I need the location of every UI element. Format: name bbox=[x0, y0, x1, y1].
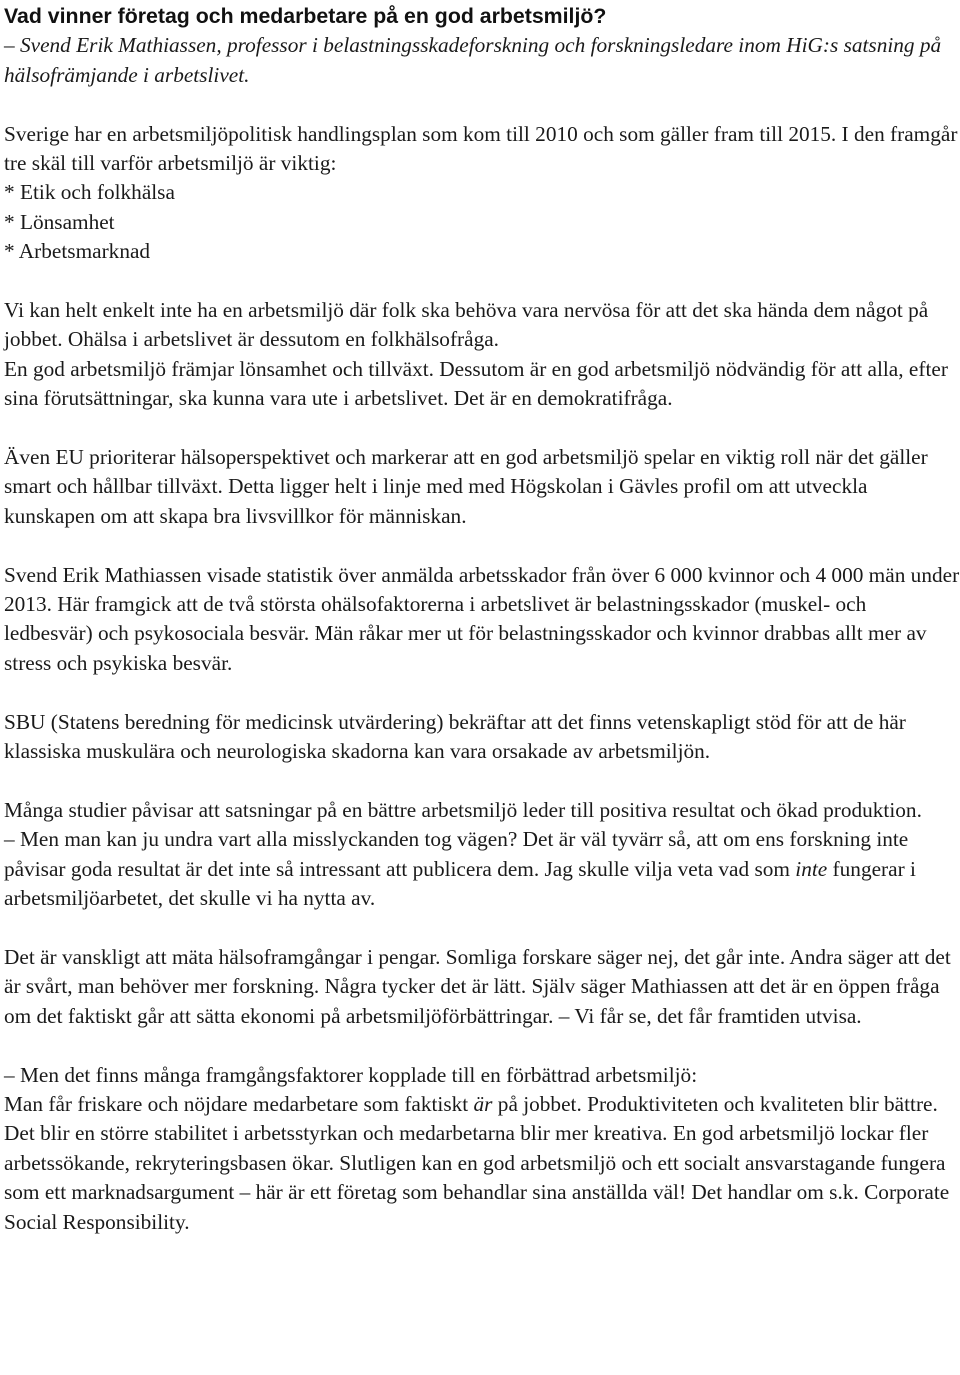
document-page bbox=[4, 2, 960, 1237]
paragraph-failures bbox=[4, 825, 960, 913]
paragraph-statistics: Svend Erik Mathiassen visade statistik över anmälda arbetsskador från över 6 000 kvinnor och 4 000 män under 2013. Här framgick att de två största ohälsofaktorerna i arbetslivet är belastningsskador (muskel- och ledbesvär) och psykosociala besvär. Män råkar mer ut för belastningsskador och kvinnor drabbas allt mer av stress och psykiska besvär. bbox=[4, 562, 960, 675]
article-title: Vad vinner företag och medarbetare på en god arbetsmiljö? bbox=[4, 4, 607, 28]
failures-emphasis: inte bbox=[795, 856, 828, 881]
paragraph-gap bbox=[4, 531, 960, 560]
paragraph-studies: Många studier påvisar att satsningar på en bättre arbetsmiljö leder till positiva resultat och ökad produktion. bbox=[4, 797, 922, 822]
benefits-emphasis: är bbox=[473, 1091, 493, 1116]
paragraph-gap bbox=[4, 766, 960, 795]
reason-item-profitability: * Lönsamhet bbox=[4, 209, 115, 234]
reason-item-labour-market: * Arbetsmarknad bbox=[4, 239, 151, 264]
paragraph-money: Det är vanskligt att mäta hälsoframgångar i pengar. Somliga forskare säger nej, det går inte. Andra säger att det är svårt, man behöver mer forskning. Några tycker det är lätt. Själv säger Mathiassen att det är en öppen fråga om det faktiskt går att sätta ekonomi på arbetsmiljöförbättringar. – Vi får se, det får framtiden utvisa. bbox=[4, 944, 951, 1028]
intro-paragraph: Sverige har en arbetsmiljöpolitisk handlingsplan som kom till 2010 och som gäller fram till 2015. I den framgår tre skäl till varför arbetsmiljö är viktig: bbox=[4, 121, 958, 176]
paragraph-profitability: En god arbetsmiljö främjar lönsamhet och tillväxt. Dessutom är en god arbetsmiljö nödvändig för att alla, efter sina förutsättningar, ska kunna vara ute i arbetslivet. Det är en demokratifråga. bbox=[4, 356, 948, 411]
paragraph-gap bbox=[4, 678, 960, 707]
reason-item-ethics: * Etik och folkhälsa bbox=[4, 180, 175, 205]
paragraph-gap bbox=[4, 267, 960, 296]
paragraph-gap bbox=[4, 414, 960, 443]
paragraph-gap bbox=[4, 90, 960, 119]
paragraph-nervous: Vi kan helt enkelt inte ha en arbetsmiljö där folk ska behöva vara nervösa för att det ska hända dem något på jobbet. Ohälsa i arbetslivet är dessutom en folkhälsofråga. bbox=[4, 298, 929, 352]
benefits-text-end: på jobbet. Produktiviteten och kvaliteten blir bättre. Det blir en större stabilitet i arbetsstyrkan och medarbetarna blir mer kreativa. En god arbetsmiljö lockar fler arbetssökande, rekryteringsbasen ökar. Slutligen kan en god arbetsmiljö och ett socialt ansvarstagande fungera som ett marknadsargument – här är ett företag som behandlar sina anställda väl! Det handlar om s.k. Corporate Social Responsibility. bbox=[4, 1091, 950, 1234]
paragraph-gap bbox=[4, 1031, 960, 1060]
paragraph-gap bbox=[4, 914, 960, 943]
failures-text-start: – Men man kan ju undra vart alla misslyckanden tog vägen? Det är väl tyvärr så, att om ens forskning inte påvisar goda resultat är det inte så intressant att publicera dem. Jag skulle vilja veta vad som bbox=[4, 827, 909, 881]
paragraph-eu: Även EU prioriterar hälsoperspektivet och markerar att en god arbetsmiljö spelar en viktig roll när det gäller smart och hållbar tillväxt. Detta ligger helt i linje med med Högskolan i Gävles profil om att utveckla kunskapen om att skapa bra livsvillkor för människan. bbox=[4, 445, 928, 528]
paragraph-benefits bbox=[4, 1090, 960, 1237]
paragraph-sbu: SBU (Statens beredning för medicinsk utvärdering) bekräftar att det finns vetenskapligt stöd för att de här klassiska muskulära och neurologiska skadorna kan vara orsakade av arbetsmiljön. bbox=[4, 709, 906, 764]
paragraph-success-factors: – Men det finns många framgångsfaktorer kopplade till en förbättrad arbetsmiljö: bbox=[4, 1062, 698, 1087]
article-byline: – Svend Erik Mathiassen, professor i belastningsskadeforskning och forskningsledare inom HiG:s satsning på hälsofrämjande i arbetslivet. bbox=[4, 33, 942, 87]
failures-text-end: fungerar i arbetsmiljöarbetet, det skulle vi ha nytta av. bbox=[4, 856, 916, 911]
benefits-text-start: Man får friskare och nöjdare medarbetare som faktiskt bbox=[4, 1091, 474, 1116]
